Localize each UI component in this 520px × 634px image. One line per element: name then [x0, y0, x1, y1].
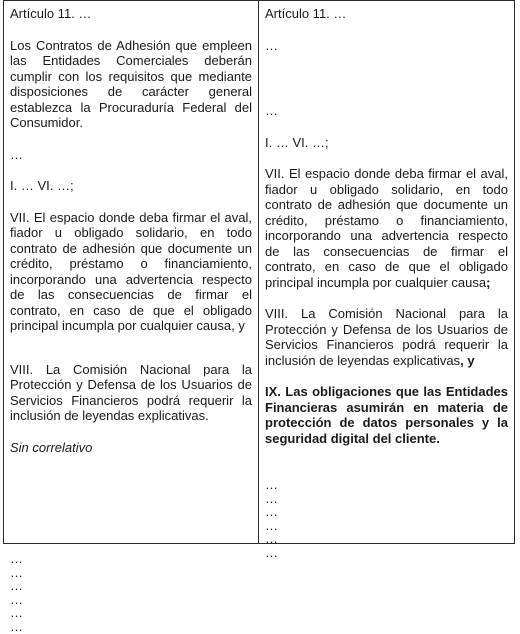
fraction-viii: VIII. La Comisión Nacional para la Protección y Defensa de los Usuarios de Servicios Financieros podrá requerir la inclusión de leyendas explicativas. [10, 361, 252, 423]
fraction-viii-end: , y [460, 352, 475, 368]
fraction-vii: VII. El espacio donde deba firmar el aval, fiador u obligado solidario, en todo contrato de adhesión que documente un crédito, préstamo o financiamiento, incorporando una advertencia respecto de las consecuencias de firmar el contrato, en caso de que el obligado principal incumpla por cualquier causa, y [10, 209, 252, 333]
article-heading: Artículo 11. … [10, 6, 92, 21]
ellipsis-line: … [10, 618, 24, 634]
current-text-column [4, 1, 259, 634]
ellipsis: … [10, 146, 23, 162]
fractions-range: I. … VI. …; [265, 134, 329, 150]
fraction-vii [265, 166, 508, 290]
ellipsis-line: … [10, 591, 24, 607]
ellipsis: … [265, 103, 278, 118]
ellipsis-line: … [265, 490, 279, 506]
fraction-ix: IX. Las obligaciones que las Entidades Financieras asumirán en materia de protección de datos personales y la seguridad digital del cliente. [265, 384, 508, 446]
ellipsis-line: … [265, 544, 279, 560]
ellipsis: … [265, 37, 278, 53]
ellipsis-line: … [265, 517, 279, 533]
fraction-vii-end: ; [486, 274, 491, 290]
ellipsis-line: … [265, 531, 279, 546]
proposed-text-column [259, 1, 514, 560]
fraction-viii [265, 306, 508, 368]
ellipsis-line: … [10, 551, 24, 566]
ellipsis-line: … [265, 477, 279, 492]
no-correlative: Sin correlativo [10, 439, 93, 455]
ellipsis-line: … [265, 504, 279, 519]
fractions-range: I. … VI. …; [10, 178, 74, 193]
fraction-viii-text: VIII. La Comisión Nacional para la Protección y Defensa de los Usuarios de Servicios Financieros podrá requerir la inclusión de leyendas explicativas [265, 306, 508, 368]
contracts-paragraph: Los Contratos de Adhesión que empleen las Entidades Comerciales deberán cumplir con los requisitos que mediante disposiciones de carácter general establezca la Procuraduría Federal del Consumidor. [10, 37, 252, 130]
article-heading: Artículo 11. … [265, 6, 347, 21]
ellipsis-line: … [10, 564, 24, 580]
comparison-table [3, 0, 515, 634]
ellipsis-line: … [10, 605, 24, 620]
ellipsis-line: … [10, 578, 24, 593]
fraction-vii-text: VII. El espacio donde deba firmar el aval, fiador u obligado solidario, en todo contrato de adhesión que documente un crédito, préstamo o financiamiento, incorporando una advertencia respecto de las consecuencias de firmar el contrato, en caso de que el obligado principal incumpla por cualquier causa [265, 166, 508, 290]
